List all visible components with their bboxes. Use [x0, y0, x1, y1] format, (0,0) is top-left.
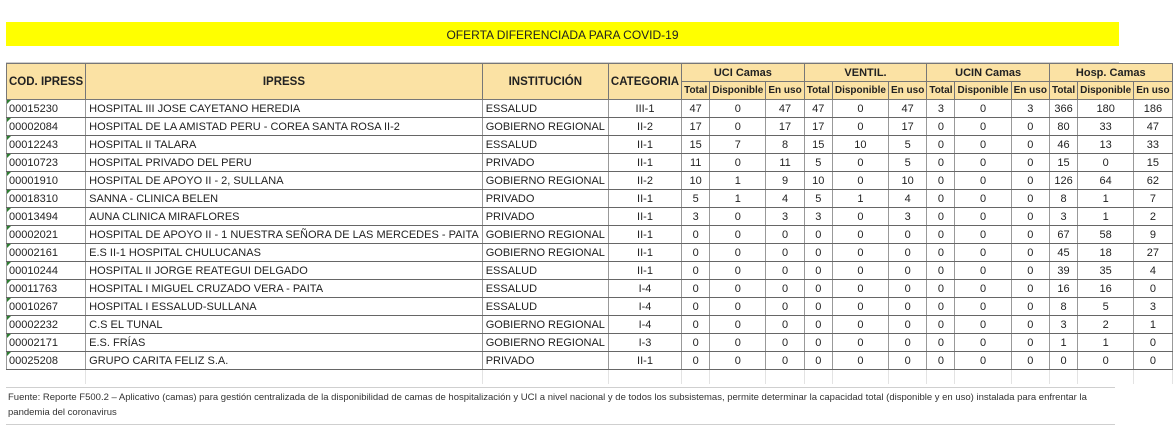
cell-ucin-en-uso: 0 — [1011, 244, 1049, 262]
cell-ventil-total: 5 — [804, 190, 832, 208]
empty-cell — [1011, 370, 1049, 385]
cell-categoria: II-2 — [608, 172, 681, 190]
cell-categoria: II-1 — [608, 352, 681, 370]
cell-uci-total: 0 — [682, 334, 710, 352]
header-ipress: IPRESS — [86, 64, 483, 100]
cell-institucion: GOBIERNO REGIONAL — [482, 244, 608, 262]
subheader-uci-en-uso: En uso — [766, 82, 804, 100]
cell-hosp-en-uso: 0 — [1134, 334, 1172, 352]
cell-ventil-en-uso: 4 — [888, 190, 926, 208]
cell-categoria: II-1 — [608, 190, 681, 208]
cell-uci-en-uso: 17 — [766, 118, 804, 136]
cell-ucin-disponible: 0 — [955, 172, 1011, 190]
cell-cod-ipress: 00001910 — [7, 172, 86, 190]
cell-ucin-disponible: 0 — [955, 352, 1011, 370]
cell-ucin-disponible: 0 — [955, 280, 1011, 298]
cell-uci-disponible: 7 — [710, 136, 766, 154]
header-group-hosp: Hosp. Camas — [1049, 64, 1172, 82]
cell-ipress: E.S II-1 HOSPITAL CHULUCANAS — [86, 244, 483, 262]
cell-hosp-en-uso: 186 — [1134, 100, 1172, 118]
cell-ventil-total: 17 — [804, 118, 832, 136]
cell-hosp-total: 8 — [1049, 190, 1077, 208]
cell-ipress: SANNA - CLINICA BELEN — [86, 190, 483, 208]
cell-ventil-disponible: 0 — [832, 352, 888, 370]
cell-ventil-total: 0 — [804, 352, 832, 370]
cell-ventil-en-uso: 0 — [888, 352, 926, 370]
cell-ucin-en-uso: 0 — [1011, 226, 1049, 244]
table-row — [7, 118, 1173, 136]
cell-hosp-total: 1 — [1049, 334, 1077, 352]
cell-hosp-en-uso: 0 — [1134, 352, 1172, 370]
header-group-ucin: UCIN Camas — [927, 64, 1050, 82]
table-row — [7, 154, 1173, 172]
subheader-ventil-total: Total — [804, 82, 832, 100]
cell-uci-disponible: 1 — [710, 190, 766, 208]
cell-uci-en-uso: 3 — [766, 208, 804, 226]
empty-row — [7, 370, 1173, 385]
table-row — [7, 334, 1173, 352]
cell-uci-disponible: 0 — [710, 226, 766, 244]
subheader-ventil-en-uso: En uso — [888, 82, 926, 100]
cell-institucion: ESSALUD — [482, 262, 608, 280]
cell-cod-ipress: 00012243 — [7, 136, 86, 154]
cell-ipress: E.S. FRÍAS — [86, 334, 483, 352]
cell-ipress: GRUPO CARITA FELIZ S.A. — [86, 352, 483, 370]
cell-hosp-disponible: 64 — [1078, 172, 1134, 190]
cell-uci-total: 0 — [682, 280, 710, 298]
cell-uci-total: 5 — [682, 190, 710, 208]
cell-uci-disponible: 0 — [710, 298, 766, 316]
cell-ventil-total: 0 — [804, 316, 832, 334]
cell-ventil-disponible: 0 — [832, 298, 888, 316]
cell-hosp-disponible: 13 — [1078, 136, 1134, 154]
cell-hosp-disponible: 5 — [1078, 298, 1134, 316]
cell-ucin-en-uso: 0 — [1011, 280, 1049, 298]
cell-uci-disponible: 0 — [710, 154, 766, 172]
subheader-ucin-en-uso: En uso — [1011, 82, 1049, 100]
cell-ucin-total: 0 — [927, 226, 955, 244]
cell-ventil-total: 0 — [804, 262, 832, 280]
cell-ventil-disponible: 0 — [832, 100, 888, 118]
cell-hosp-total: 39 — [1049, 262, 1077, 280]
subheader-uci-total: Total — [682, 82, 710, 100]
cell-ucin-total: 0 — [927, 352, 955, 370]
cell-institucion: PRIVADO — [482, 208, 608, 226]
cell-institucion: PRIVADO — [482, 352, 608, 370]
cell-ucin-disponible: 0 — [955, 100, 1011, 118]
cell-hosp-en-uso: 27 — [1134, 244, 1172, 262]
table-row — [7, 172, 1173, 190]
table-row — [7, 316, 1173, 334]
cell-hosp-disponible: 35 — [1078, 262, 1134, 280]
table-row — [7, 136, 1173, 154]
cell-cod-ipress: 00010244 — [7, 262, 86, 280]
subheader-hosp-en-uso: En uso — [1134, 82, 1172, 100]
cell-uci-disponible: 0 — [710, 100, 766, 118]
cell-ventil-total: 10 — [804, 172, 832, 190]
empty-cell — [608, 370, 681, 385]
cell-categoria: III-1 — [608, 100, 681, 118]
cell-hosp-total: 16 — [1049, 280, 1077, 298]
cell-ventil-disponible: 0 — [832, 208, 888, 226]
cell-ucin-total: 0 — [927, 244, 955, 262]
cell-hosp-disponible: 18 — [1078, 244, 1134, 262]
cell-hosp-en-uso: 0 — [1134, 280, 1172, 298]
cell-uci-total: 0 — [682, 244, 710, 262]
cell-hosp-total: 3 — [1049, 208, 1077, 226]
cell-hosp-disponible: 1 — [1078, 334, 1134, 352]
cell-hosp-en-uso: 1 — [1134, 316, 1172, 334]
cell-cod-ipress: 00002171 — [7, 334, 86, 352]
cell-hosp-disponible: 1 — [1078, 190, 1134, 208]
table-row — [7, 352, 1173, 370]
cell-uci-en-uso: 8 — [766, 136, 804, 154]
cell-hosp-disponible: 180 — [1078, 100, 1134, 118]
cell-categoria: II-1 — [608, 226, 681, 244]
header-group-uci: UCI Camas — [682, 64, 805, 82]
cell-ucin-en-uso: 0 — [1011, 190, 1049, 208]
cell-categoria: II-1 — [608, 136, 681, 154]
cell-ucin-disponible: 0 — [955, 136, 1011, 154]
cell-uci-total: 0 — [682, 262, 710, 280]
cell-uci-total: 10 — [682, 172, 710, 190]
empty-cell — [7, 370, 86, 385]
cell-hosp-total: 126 — [1049, 172, 1077, 190]
cell-hosp-en-uso: 33 — [1134, 136, 1172, 154]
cell-ipress: AUNA CLINICA MIRAFLORES — [86, 208, 483, 226]
cell-ucin-disponible: 0 — [955, 334, 1011, 352]
cell-ucin-disponible: 0 — [955, 262, 1011, 280]
subheader-ventil-disponible: Disponible — [832, 82, 888, 100]
cell-ucin-en-uso: 0 — [1011, 262, 1049, 280]
cell-ventil-disponible: 0 — [832, 226, 888, 244]
cell-ucin-en-uso: 0 — [1011, 334, 1049, 352]
cell-uci-en-uso: 0 — [766, 298, 804, 316]
cell-institucion: GOBIERNO REGIONAL — [482, 118, 608, 136]
cell-uci-en-uso: 0 — [766, 316, 804, 334]
cell-ventil-disponible: 0 — [832, 316, 888, 334]
empty-cell — [1078, 370, 1134, 385]
empty-cell — [927, 370, 955, 385]
cell-hosp-disponible: 2 — [1078, 316, 1134, 334]
cell-ucin-en-uso: 0 — [1011, 172, 1049, 190]
table-title: OFERTA DIFERENCIADA PARA COVID-19 — [6, 22, 1119, 46]
header-institucion: INSTITUCIÓN — [482, 64, 608, 100]
cell-ventil-disponible: 0 — [832, 280, 888, 298]
cell-uci-total: 3 — [682, 208, 710, 226]
cell-uci-disponible: 0 — [710, 334, 766, 352]
header-categoria: CATEGORIA — [608, 64, 681, 100]
cell-uci-disponible: 0 — [710, 352, 766, 370]
cell-cod-ipress: 00013494 — [7, 208, 86, 226]
cell-ucin-disponible: 0 — [955, 154, 1011, 172]
subheader-hosp-disponible: Disponible — [1078, 82, 1134, 100]
empty-cell — [1134, 370, 1172, 385]
cell-hosp-en-uso: 3 — [1134, 298, 1172, 316]
cell-ucin-en-uso: 0 — [1011, 136, 1049, 154]
cell-uci-total: 0 — [682, 226, 710, 244]
cell-hosp-en-uso: 7 — [1134, 190, 1172, 208]
cell-ucin-disponible: 0 — [955, 190, 1011, 208]
header-cod-ipress: COD. IPRESS — [7, 64, 86, 100]
cell-uci-en-uso: 9 — [766, 172, 804, 190]
cell-uci-total: 0 — [682, 316, 710, 334]
cell-ventil-en-uso: 47 — [888, 100, 926, 118]
cell-ventil-disponible: 0 — [832, 334, 888, 352]
subheader-uci-disponible: Disponible — [710, 82, 766, 100]
cell-ucin-total: 0 — [927, 208, 955, 226]
cell-ucin-disponible: 0 — [955, 316, 1011, 334]
cell-ventil-disponible: 0 — [832, 244, 888, 262]
cell-cod-ipress: 00002232 — [7, 316, 86, 334]
cell-hosp-disponible: 1 — [1078, 208, 1134, 226]
cell-ucin-total: 0 — [927, 136, 955, 154]
cell-hosp-disponible: 16 — [1078, 280, 1134, 298]
cell-ucin-total: 0 — [927, 280, 955, 298]
cell-ucin-en-uso: 0 — [1011, 118, 1049, 136]
cell-categoria: II-1 — [608, 208, 681, 226]
cell-categoria: I-4 — [608, 298, 681, 316]
cell-institucion: ESSALUD — [482, 100, 608, 118]
cell-hosp-disponible: 33 — [1078, 118, 1134, 136]
cell-hosp-en-uso: 15 — [1134, 154, 1172, 172]
cell-uci-total: 17 — [682, 118, 710, 136]
table-body — [7, 100, 1173, 385]
cell-ventil-en-uso: 0 — [888, 262, 926, 280]
empty-cell — [832, 370, 888, 385]
cell-ventil-en-uso: 0 — [888, 298, 926, 316]
cell-uci-en-uso: 0 — [766, 244, 804, 262]
cell-uci-disponible: 1 — [710, 172, 766, 190]
cell-hosp-total: 45 — [1049, 244, 1077, 262]
cell-cod-ipress: 00018310 — [7, 190, 86, 208]
cell-ventil-disponible: 0 — [832, 262, 888, 280]
cell-cod-ipress: 00010723 — [7, 154, 86, 172]
cell-ucin-disponible: 0 — [955, 208, 1011, 226]
cell-categoria: I-4 — [608, 316, 681, 334]
cell-ventil-en-uso: 17 — [888, 118, 926, 136]
table-row — [7, 262, 1173, 280]
cell-ventil-total: 0 — [804, 226, 832, 244]
cell-ventil-en-uso: 0 — [888, 280, 926, 298]
cell-hosp-total: 15 — [1049, 154, 1077, 172]
cell-ventil-total: 0 — [804, 280, 832, 298]
cell-institucion: GOBIERNO REGIONAL — [482, 226, 608, 244]
subheader-ucin-total: Total — [927, 82, 955, 100]
cell-ucin-en-uso: 0 — [1011, 154, 1049, 172]
cell-ucin-en-uso: 0 — [1011, 352, 1049, 370]
cell-uci-en-uso: 11 — [766, 154, 804, 172]
cell-hosp-total: 0 — [1049, 352, 1077, 370]
spacer-row — [6, 46, 1119, 63]
cell-ucin-total: 0 — [927, 154, 955, 172]
cell-hosp-total: 3 — [1049, 316, 1077, 334]
subheader-ucin-disponible: Disponible — [955, 82, 1011, 100]
cell-ucin-en-uso: 0 — [1011, 298, 1049, 316]
header-group-ventil: VENTIL. — [804, 64, 927, 82]
cell-uci-total: 0 — [682, 352, 710, 370]
cell-ucin-en-uso: 0 — [1011, 316, 1049, 334]
cell-institucion: GOBIERNO REGIONAL — [482, 316, 608, 334]
cell-hosp-total: 46 — [1049, 136, 1077, 154]
cell-ventil-total: 5 — [804, 154, 832, 172]
cell-institucion: GOBIERNO REGIONAL — [482, 172, 608, 190]
cell-uci-en-uso: 0 — [766, 352, 804, 370]
cell-hosp-disponible: 0 — [1078, 154, 1134, 172]
cell-ventil-disponible: 0 — [832, 172, 888, 190]
table-row — [7, 298, 1173, 316]
cell-hosp-en-uso: 4 — [1134, 262, 1172, 280]
cell-cod-ipress: 00002021 — [7, 226, 86, 244]
cell-institucion: PRIVADO — [482, 154, 608, 172]
cell-ucin-en-uso: 0 — [1011, 208, 1049, 226]
cell-ventil-en-uso: 3 — [888, 208, 926, 226]
cell-ucin-disponible: 0 — [955, 244, 1011, 262]
cell-hosp-total: 366 — [1049, 100, 1077, 118]
cell-institucion: ESSALUD — [482, 280, 608, 298]
cell-hosp-total: 67 — [1049, 226, 1077, 244]
cell-institucion: PRIVADO — [482, 190, 608, 208]
cell-ucin-disponible: 0 — [955, 118, 1011, 136]
cell-categoria: I-4 — [608, 280, 681, 298]
subheader-hosp-total: Total — [1049, 82, 1077, 100]
empty-cell — [482, 370, 608, 385]
cell-categoria: II-1 — [608, 154, 681, 172]
cell-ucin-total: 0 — [927, 262, 955, 280]
cell-uci-total: 0 — [682, 298, 710, 316]
cell-uci-total: 15 — [682, 136, 710, 154]
cell-ipress: C.S EL TUNAL — [86, 316, 483, 334]
cell-hosp-disponible: 0 — [1078, 352, 1134, 370]
cell-ventil-en-uso: 0 — [888, 316, 926, 334]
cell-ucin-total: 0 — [927, 172, 955, 190]
cell-hosp-en-uso: 47 — [1134, 118, 1172, 136]
cell-cod-ipress: 00010267 — [7, 298, 86, 316]
cell-ventil-total: 0 — [804, 298, 832, 316]
cell-ucin-total: 0 — [927, 316, 955, 334]
cell-ucin-total: 0 — [927, 190, 955, 208]
empty-cell — [86, 370, 483, 385]
cell-institucion: ESSALUD — [482, 136, 608, 154]
cell-ventil-en-uso: 5 — [888, 154, 926, 172]
cell-ventil-en-uso: 10 — [888, 172, 926, 190]
cell-uci-disponible: 0 — [710, 208, 766, 226]
cell-ucin-disponible: 0 — [955, 226, 1011, 244]
cell-uci-total: 47 — [682, 100, 710, 118]
cell-uci-disponible: 0 — [710, 262, 766, 280]
cell-uci-disponible: 0 — [710, 280, 766, 298]
cell-ucin-disponible: 0 — [955, 298, 1011, 316]
cell-ucin-total: 3 — [927, 100, 955, 118]
empty-cell — [766, 370, 804, 385]
cell-institucion: GOBIERNO REGIONAL — [482, 334, 608, 352]
cell-ipress: HOSPITAL II JORGE REATEGUI DELGADO — [86, 262, 483, 280]
cell-hosp-en-uso: 9 — [1134, 226, 1172, 244]
cell-ventil-disponible: 1 — [832, 190, 888, 208]
empty-cell — [710, 370, 766, 385]
cell-ipress: HOSPITAL DE APOYO II - 1 NUESTRA SEÑORA DE LAS MERCEDES - PAITA — [86, 226, 483, 244]
cell-uci-disponible: 0 — [710, 118, 766, 136]
cell-institucion: ESSALUD — [482, 298, 608, 316]
cell-uci-disponible: 0 — [710, 316, 766, 334]
cell-categoria: II-2 — [608, 118, 681, 136]
cell-ventil-total: 15 — [804, 136, 832, 154]
cell-uci-en-uso: 47 — [766, 100, 804, 118]
cell-cod-ipress: 00002161 — [7, 244, 86, 262]
cell-cod-ipress: 00025208 — [7, 352, 86, 370]
cell-hosp-en-uso: 62 — [1134, 172, 1172, 190]
cell-ucin-total: 0 — [927, 118, 955, 136]
table-row — [7, 100, 1173, 118]
cell-hosp-total: 8 — [1049, 298, 1077, 316]
cell-ipress: HOSPITAL III JOSE CAYETANO HEREDIA — [86, 100, 483, 118]
cell-uci-disponible: 0 — [710, 244, 766, 262]
cell-ventil-en-uso: 5 — [888, 136, 926, 154]
empty-cell — [955, 370, 1011, 385]
empty-cell — [888, 370, 926, 385]
cell-ventil-total: 0 — [804, 244, 832, 262]
empty-cell — [1049, 370, 1077, 385]
cell-ventil-total: 0 — [804, 334, 832, 352]
covid-offer-table — [6, 63, 1173, 384]
cell-ipress: HOSPITAL I ESSALUD-SULLANA — [86, 298, 483, 316]
cell-ipress: HOSPITAL DE LA AMISTAD PERU - COREA SANTA ROSA II-2 — [86, 118, 483, 136]
table-row — [7, 280, 1173, 298]
table-row — [7, 244, 1173, 262]
cell-ventil-disponible: 0 — [832, 154, 888, 172]
cell-uci-en-uso: 0 — [766, 334, 804, 352]
cell-categoria: II-1 — [608, 244, 681, 262]
cell-cod-ipress: 00002084 — [7, 118, 86, 136]
cell-uci-en-uso: 0 — [766, 262, 804, 280]
cell-ventil-total: 47 — [804, 100, 832, 118]
table-row — [7, 190, 1173, 208]
cell-categoria: I-3 — [608, 334, 681, 352]
cell-ipress: HOSPITAL II TALARA — [86, 136, 483, 154]
cell-ipress: HOSPITAL PRIVADO DEL PERU — [86, 154, 483, 172]
cell-uci-en-uso: 4 — [766, 190, 804, 208]
source-footnote: Fuente: Reporte F500.2 – Aplicativo (camas) para gestión centralizada de la disponibilidad de camas de hospitalización y UCI a nivel nacional y de todos los subsistemas, permite determinar la capacidad total (disponible y en uso) instalada para enfrentar la pandemia del coronavirus — [6, 387, 1115, 425]
cell-ventil-en-uso: 0 — [888, 244, 926, 262]
cell-ipress: HOSPITAL DE APOYO II - 2, SULLANA — [86, 172, 483, 190]
cell-hosp-en-uso: 2 — [1134, 208, 1172, 226]
cell-cod-ipress: 00015230 — [7, 100, 86, 118]
table-row — [7, 226, 1173, 244]
cell-ucin-total: 0 — [927, 298, 955, 316]
cell-ventil-total: 3 — [804, 208, 832, 226]
cell-uci-en-uso: 0 — [766, 226, 804, 244]
cell-hosp-disponible: 58 — [1078, 226, 1134, 244]
cell-ipress: HOSPITAL I MIGUEL CRUZADO VERA - PAITA — [86, 280, 483, 298]
cell-ventil-en-uso: 0 — [888, 334, 926, 352]
cell-hosp-total: 80 — [1049, 118, 1077, 136]
empty-cell — [682, 370, 710, 385]
cell-uci-en-uso: 0 — [766, 280, 804, 298]
cell-categoria: II-1 — [608, 262, 681, 280]
cell-ucin-total: 0 — [927, 334, 955, 352]
table-row — [7, 208, 1173, 226]
cell-ucin-en-uso: 3 — [1011, 100, 1049, 118]
cell-ventil-en-uso: 0 — [888, 226, 926, 244]
cell-cod-ipress: 00011763 — [7, 280, 86, 298]
cell-uci-total: 11 — [682, 154, 710, 172]
cell-ventil-disponible: 10 — [832, 136, 888, 154]
cell-ventil-disponible: 0 — [832, 118, 888, 136]
empty-cell — [804, 370, 832, 385]
